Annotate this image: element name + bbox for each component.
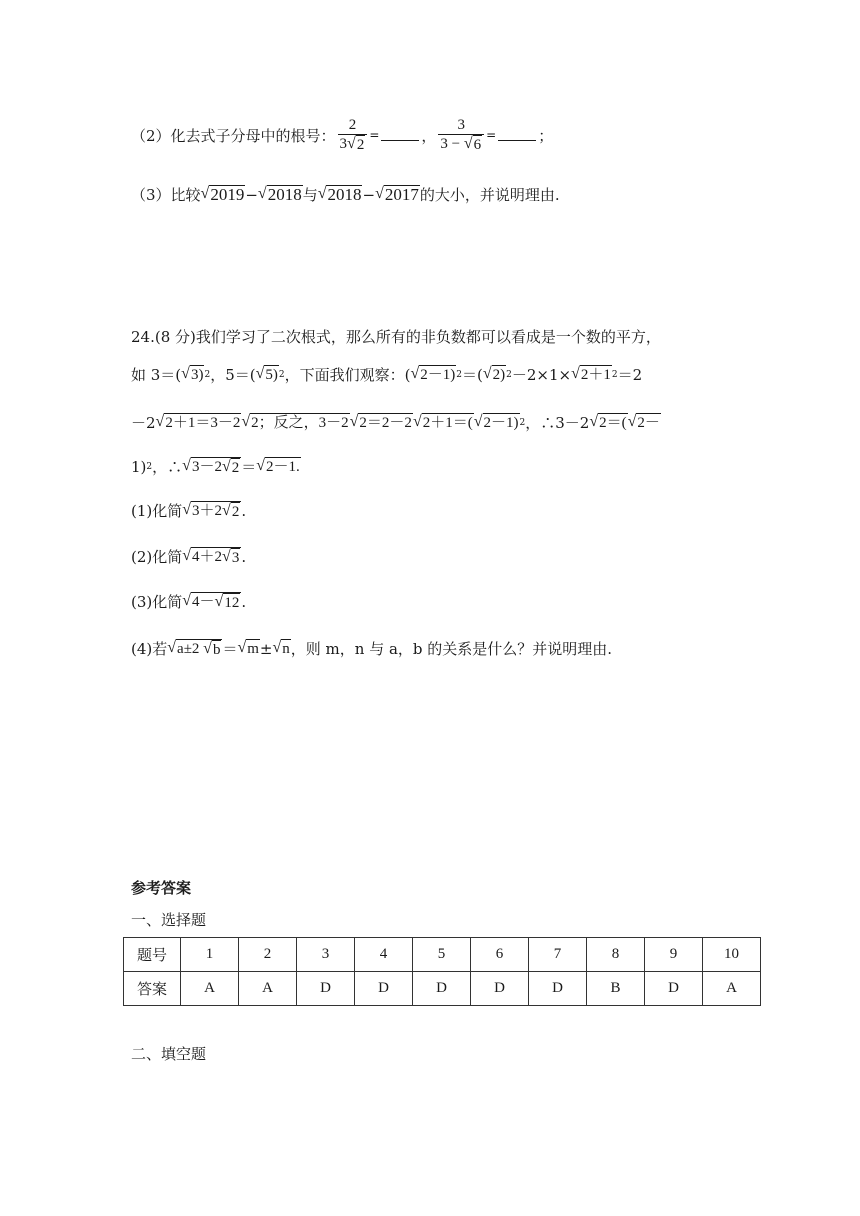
sqrt-outer xyxy=(182,547,241,567)
radical-sign-icon: √ xyxy=(221,457,231,475)
radical-sign-icon: √ xyxy=(182,591,192,609)
sqrt-2018-b: √ 2018 xyxy=(317,185,362,204)
text: ＝( xyxy=(461,366,483,384)
text: ＝2 xyxy=(617,366,643,384)
sqrt-2: √ 2＋1＝( xyxy=(412,413,473,431)
table-cell: D xyxy=(471,972,529,1006)
sqrt-2: √ 2＋1 xyxy=(571,365,611,383)
radical-sign-icon: √ xyxy=(222,547,231,565)
radical-sign-icon: √ xyxy=(347,135,356,152)
sqrt-outer xyxy=(167,639,222,659)
minus-sign: − xyxy=(362,185,376,204)
table-cell: D xyxy=(645,972,703,1006)
radical-sign-icon: √ xyxy=(255,365,265,382)
answer-blank-2 xyxy=(498,130,536,141)
radical-sign-icon: √ xyxy=(214,592,224,610)
radicand: 2 xyxy=(356,137,365,153)
q24-intro: 24.(8 分)我们学习了二次根式，那么所有的非负数都可以看成是一个数的平方， xyxy=(131,328,661,346)
q3-mid: 与 xyxy=(302,186,318,204)
q2-end: ； xyxy=(538,126,554,145)
radical-sign-icon: √ xyxy=(222,501,231,519)
section-2-heading: 二、填空题 xyxy=(131,1045,207,1063)
superscript: 2 xyxy=(456,369,462,380)
table-cell: 5 xyxy=(413,938,471,972)
equals-sign: = xyxy=(486,128,497,142)
superscript: 2 xyxy=(519,417,526,428)
sqrt-2: √ 2 xyxy=(222,501,240,520)
radical-sign-icon: √ xyxy=(412,413,422,430)
radical-sign-icon: √ xyxy=(256,457,266,474)
radical-sign-icon: √ xyxy=(571,365,580,382)
sqrt-2: √ 2＋1＝3－2 xyxy=(155,413,241,431)
superscript: 2 xyxy=(146,461,153,472)
sqrt-m: √ m xyxy=(237,639,259,657)
sqrt-2: √ 2－1) xyxy=(473,413,519,431)
text: (3)化简 xyxy=(131,593,183,611)
radical-sign-icon: √ xyxy=(155,413,165,430)
text: ± xyxy=(259,639,273,658)
radical-sign-icon: √ xyxy=(181,365,190,382)
fraction-1-numerator: 2 xyxy=(348,117,357,133)
table-cell: 10 xyxy=(703,938,761,972)
text: ，下面我们观察：( xyxy=(284,366,411,384)
table-row xyxy=(124,938,761,972)
text: 4－ xyxy=(192,593,215,610)
radicand xyxy=(191,592,241,612)
q24-line-3 xyxy=(131,412,661,433)
radical-sign-icon: √ xyxy=(627,413,637,430)
table-cell: 1 xyxy=(181,938,239,972)
text: 如 3＝( xyxy=(131,366,182,384)
q24-line-2 xyxy=(131,364,642,385)
q24-part-1 xyxy=(131,500,246,521)
superscript: 2 xyxy=(611,369,618,380)
radical-sign-icon: √ xyxy=(410,365,420,382)
section-1-heading: 一、选择题 xyxy=(131,911,207,929)
fraction-2 xyxy=(438,116,484,154)
sqrt-2: √ 2＝( xyxy=(589,413,627,431)
sqrt-3: √ 3 xyxy=(222,547,240,566)
sqrt-b: √ b xyxy=(203,639,221,658)
radical-sign-icon: √ xyxy=(203,639,212,657)
table-cell: D xyxy=(355,972,413,1006)
table-cell: 3 xyxy=(297,938,355,972)
sqrt-outer xyxy=(182,592,241,612)
table-cell: D xyxy=(413,972,471,1006)
text: ，则 m，n 与 a，b 的关系是什么？并说明理由. xyxy=(290,640,613,658)
radical-sign-icon: √ xyxy=(272,639,282,656)
sqrt-outer xyxy=(182,457,241,477)
radical-sign-icon: √ xyxy=(463,135,473,152)
table-cell: D xyxy=(529,972,587,1006)
fraction-1 xyxy=(338,116,368,154)
text: a±2 xyxy=(177,640,204,657)
text: . xyxy=(241,547,247,566)
answer-blank-1 xyxy=(381,130,419,141)
fraction-2-numerator: 3 xyxy=(457,117,466,133)
text: (2)化简 xyxy=(131,548,183,566)
radicand xyxy=(191,457,241,477)
sqrt-2018: √ 2018 xyxy=(257,185,302,204)
table-cell: A xyxy=(239,972,297,1006)
sqrt-2: √ 2－1. xyxy=(256,457,300,475)
table-cell: A xyxy=(703,972,761,1006)
answers-title: 参考答案 xyxy=(131,879,192,897)
superscript: 2 xyxy=(278,369,285,380)
table-cell: 8 xyxy=(587,938,645,972)
fraction-1-den-coef: 3 xyxy=(339,136,348,152)
table-cell: D xyxy=(297,972,355,1006)
q24-part-2 xyxy=(131,546,246,567)
sqrt-2: √ 2＝2－2 xyxy=(349,413,412,431)
text: 4＋2 xyxy=(192,548,223,565)
text: (1)化简 xyxy=(131,502,183,520)
question-3-line xyxy=(131,184,560,205)
text: ＝ xyxy=(241,458,257,476)
minus-sign: − xyxy=(245,185,258,204)
sqrt-2019: √ 2019 xyxy=(200,185,245,204)
table-row xyxy=(124,972,761,1006)
radical-sign-icon: √ xyxy=(349,413,359,430)
radicand xyxy=(191,547,241,567)
radical-sign-icon: √ xyxy=(167,638,177,656)
sqrt-2017: √ 2017 xyxy=(375,185,419,204)
sqrt-5: √ 5) xyxy=(255,365,278,383)
superscript: 2 xyxy=(506,369,512,380)
q2-comma: ， xyxy=(421,126,437,145)
answer-table xyxy=(123,937,761,1006)
sqrt-2: √ 2－1) xyxy=(410,365,456,383)
radical-sign-icon: √ xyxy=(317,185,327,202)
sqrt-2: √ 2 xyxy=(221,457,240,476)
q24-line-1 xyxy=(131,326,661,347)
radical-sign-icon: √ xyxy=(482,365,492,382)
fraction-1-denominator xyxy=(338,134,368,154)
radicand xyxy=(191,501,241,521)
q3-suffix: 的大小，并说明理由. xyxy=(419,186,560,204)
equals-sign: = xyxy=(369,128,380,142)
radical-sign-icon: √ xyxy=(241,413,251,430)
q24-part-3 xyxy=(131,591,246,612)
text: . xyxy=(241,501,247,520)
q3-prefix: （3）比较 xyxy=(131,186,201,204)
sqrt-2: √ 2) xyxy=(482,365,506,383)
text: 3－2 xyxy=(191,458,222,475)
radical-sign-icon: √ xyxy=(257,185,267,202)
text: ，∴ xyxy=(152,458,183,476)
radical-sign-icon: √ xyxy=(182,456,191,474)
sqrt-12: √ 12 xyxy=(214,592,240,611)
q24-part-4 xyxy=(131,638,612,659)
table-cell: 7 xyxy=(529,938,587,972)
radical-sign-icon: √ xyxy=(237,639,247,656)
sqrt-2: √ 2－ xyxy=(627,413,660,431)
text: ＝ xyxy=(222,640,238,658)
sqrt-2: √ 2；反之，3－2 xyxy=(241,413,349,431)
text: 1) xyxy=(131,457,147,476)
radical-sign-icon: √ xyxy=(589,413,599,430)
text: －2×1× xyxy=(511,366,572,384)
table-cell: 2 xyxy=(239,938,297,972)
table-cell: 9 xyxy=(645,938,703,972)
q24-line-4 xyxy=(131,456,301,477)
row-label: 答案 xyxy=(124,972,181,1006)
text: (4)若 xyxy=(131,640,168,658)
sqrt-2 xyxy=(347,135,365,154)
radical-sign-icon: √ xyxy=(200,185,210,202)
table-cell: B xyxy=(587,972,645,1006)
table-cell: A xyxy=(181,972,239,1006)
text: . xyxy=(241,592,247,611)
sqrt-3: √ 3) xyxy=(181,365,204,383)
text: ，5＝( xyxy=(210,366,256,384)
radical-sign-icon: √ xyxy=(375,185,384,202)
text: －2 xyxy=(131,414,156,432)
radicand: 6 xyxy=(473,137,482,153)
fraction-2-denominator xyxy=(438,134,484,154)
table-cell: 4 xyxy=(355,938,413,972)
radical-sign-icon: √ xyxy=(473,413,483,430)
question-2-line xyxy=(131,116,553,154)
text: 3＋2 xyxy=(192,502,223,519)
radical-sign-icon: √ xyxy=(182,500,192,518)
table-cell: 6 xyxy=(471,938,529,972)
text: ，∴3－2 xyxy=(525,414,590,432)
fraction-2-den-prefix: 3 − xyxy=(440,136,464,152)
radical-sign-icon: √ xyxy=(182,546,192,564)
row-label: 题号 xyxy=(124,938,181,972)
sqrt-6 xyxy=(464,135,482,154)
radicand xyxy=(176,639,222,659)
sqrt-n: √ n xyxy=(272,639,290,657)
sqrt-outer xyxy=(182,501,241,521)
q2-prefix: （2）化去式子分母中的根号： xyxy=(131,126,336,145)
superscript: 2 xyxy=(204,369,211,380)
